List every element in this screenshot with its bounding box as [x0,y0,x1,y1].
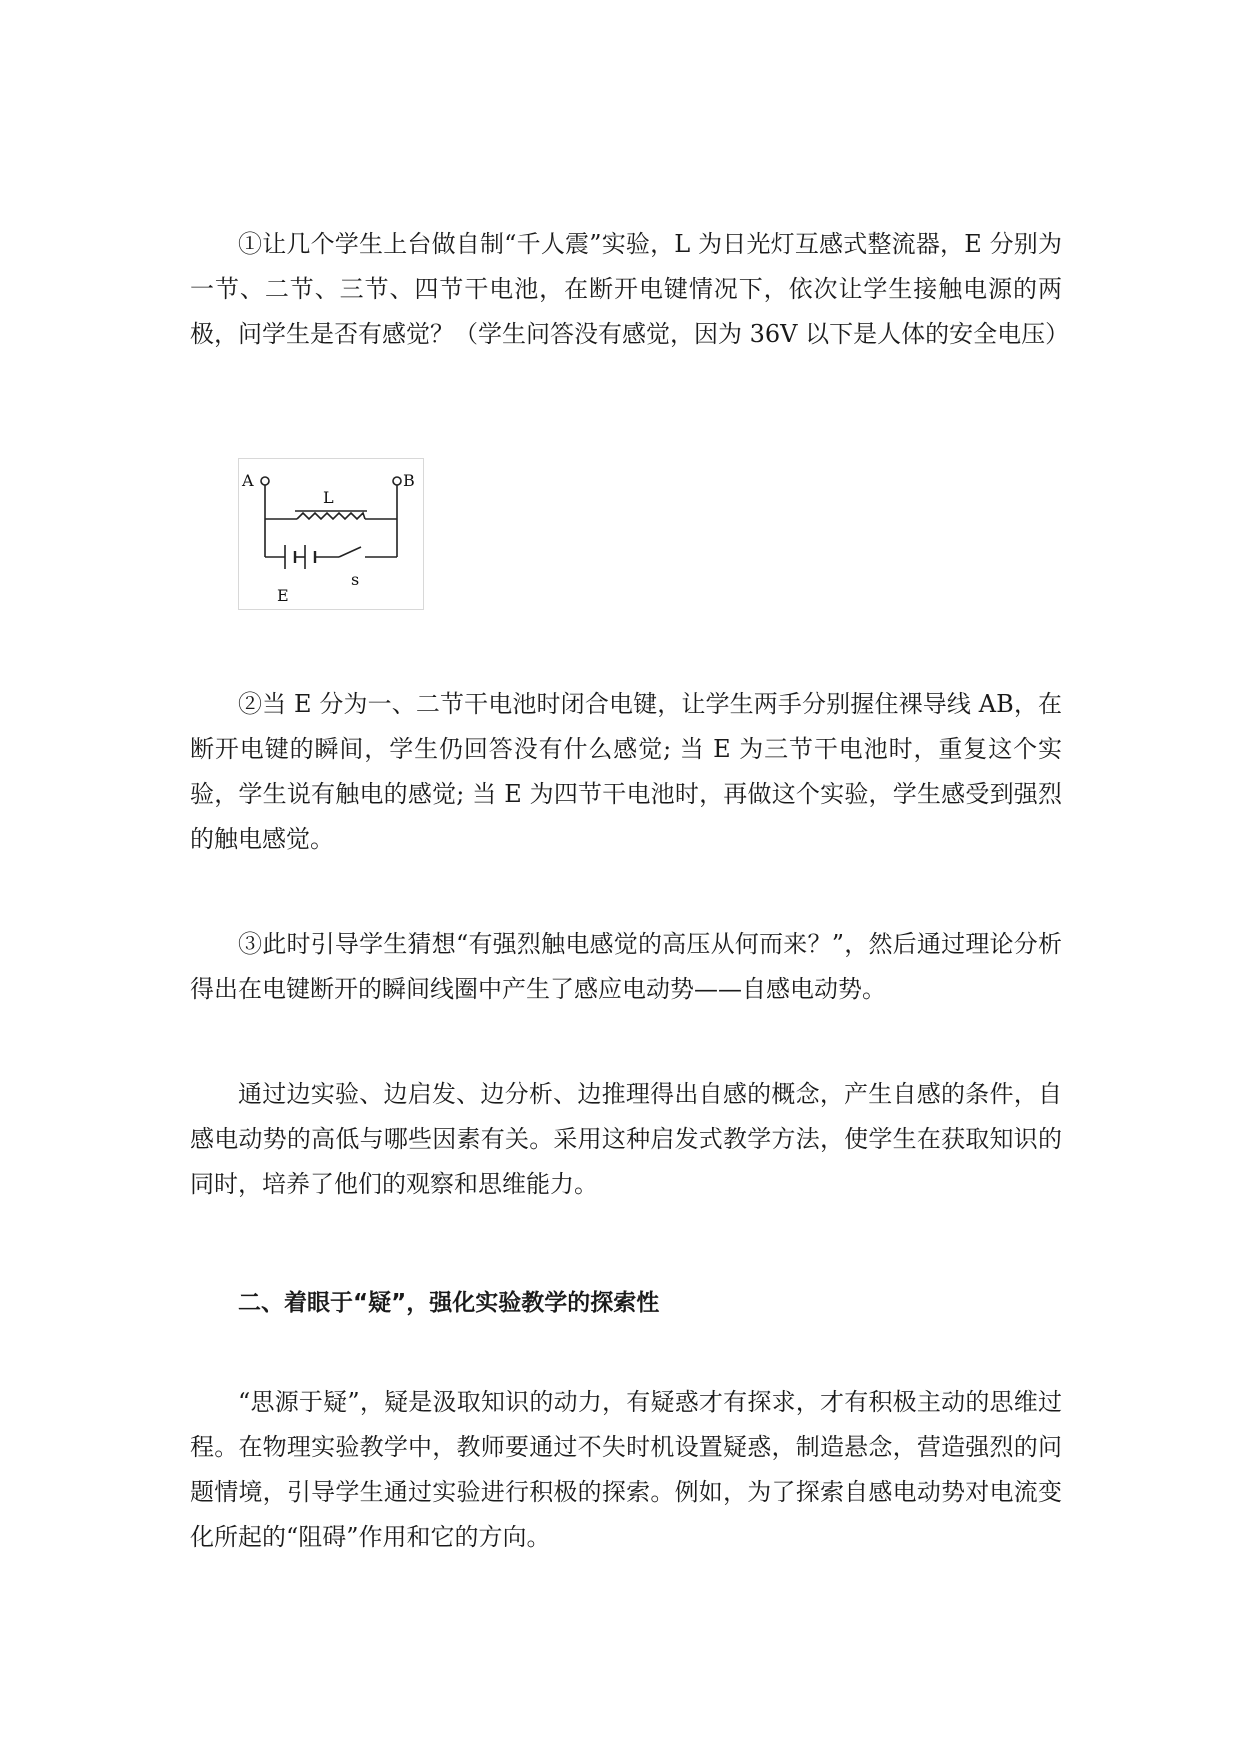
label-e: E [277,586,289,605]
paragraph-section-intro: “思源于疑”，疑是汲取知识的动力，有疑惑才有探求，才有积极主动的思维过程。在物理实验教学中，教师要通过不失时机设置疑惑，制造悬念，营造强烈的问题情境，引导学生通过实验进行积极的探索。例如，为了探索自感电动势对电流变化所起的“阻碍”作用和它的方向。 [190,1388,1062,1551]
paragraph-experiment-step-1: ①让几个学生上台做自制“千人震”实验，L 为日光灯互感式整流器，E 分别为一节、二节、三节、四节干电池，在断开电键情况下，依次让学生接触电源的两极，问学生是否有感觉？（学生问答没有感觉，因为 36V 以下是人体的安全电压） [190,230,1070,348]
circuit-diagram-svg [239,459,425,611]
terminal-a [261,477,269,485]
section-heading: 二、着眼于“疑”，强化实验教学的探索性 [238,1290,660,1316]
terminal-b [393,477,401,485]
paragraph-experiment-step-2: ②当 E 分为一、二节干电池时闭合电键，让学生两手分别握住裸导线 AB，在断开电键的瞬间，学生仍回答没有什么感觉; 当 E 为三节干电池时，重复这个实验，学生说有触电的感觉; 当 E 为四节干电池时，再做这个实验，学生感受到强烈的触电感觉。 [190,690,1062,853]
paragraph-summary: 通过边实验、边启发、边分析、边推理得出自感的概念，产生自感的条件，自感电动势的高低与哪些因素有关。采用这种启发式教学方法，使学生在获取知识的同时，培养了他们的观察和思维能力。 [190,1080,1062,1198]
label-b: B [403,471,415,490]
switch-blade [339,547,361,557]
label-a: A [242,471,254,490]
label-s: s [351,570,360,589]
circuit-diagram [238,458,424,610]
paragraph-experiment-step-3: ③此时引导学生猜想“有强烈触电感觉的高压从何而来？”，然后通过理论分析得出在电键断开的瞬间线圈中产生了感应电动势——自感电动势。 [190,930,1062,1003]
label-l: L [323,488,334,507]
inductor-coil [297,513,365,519]
